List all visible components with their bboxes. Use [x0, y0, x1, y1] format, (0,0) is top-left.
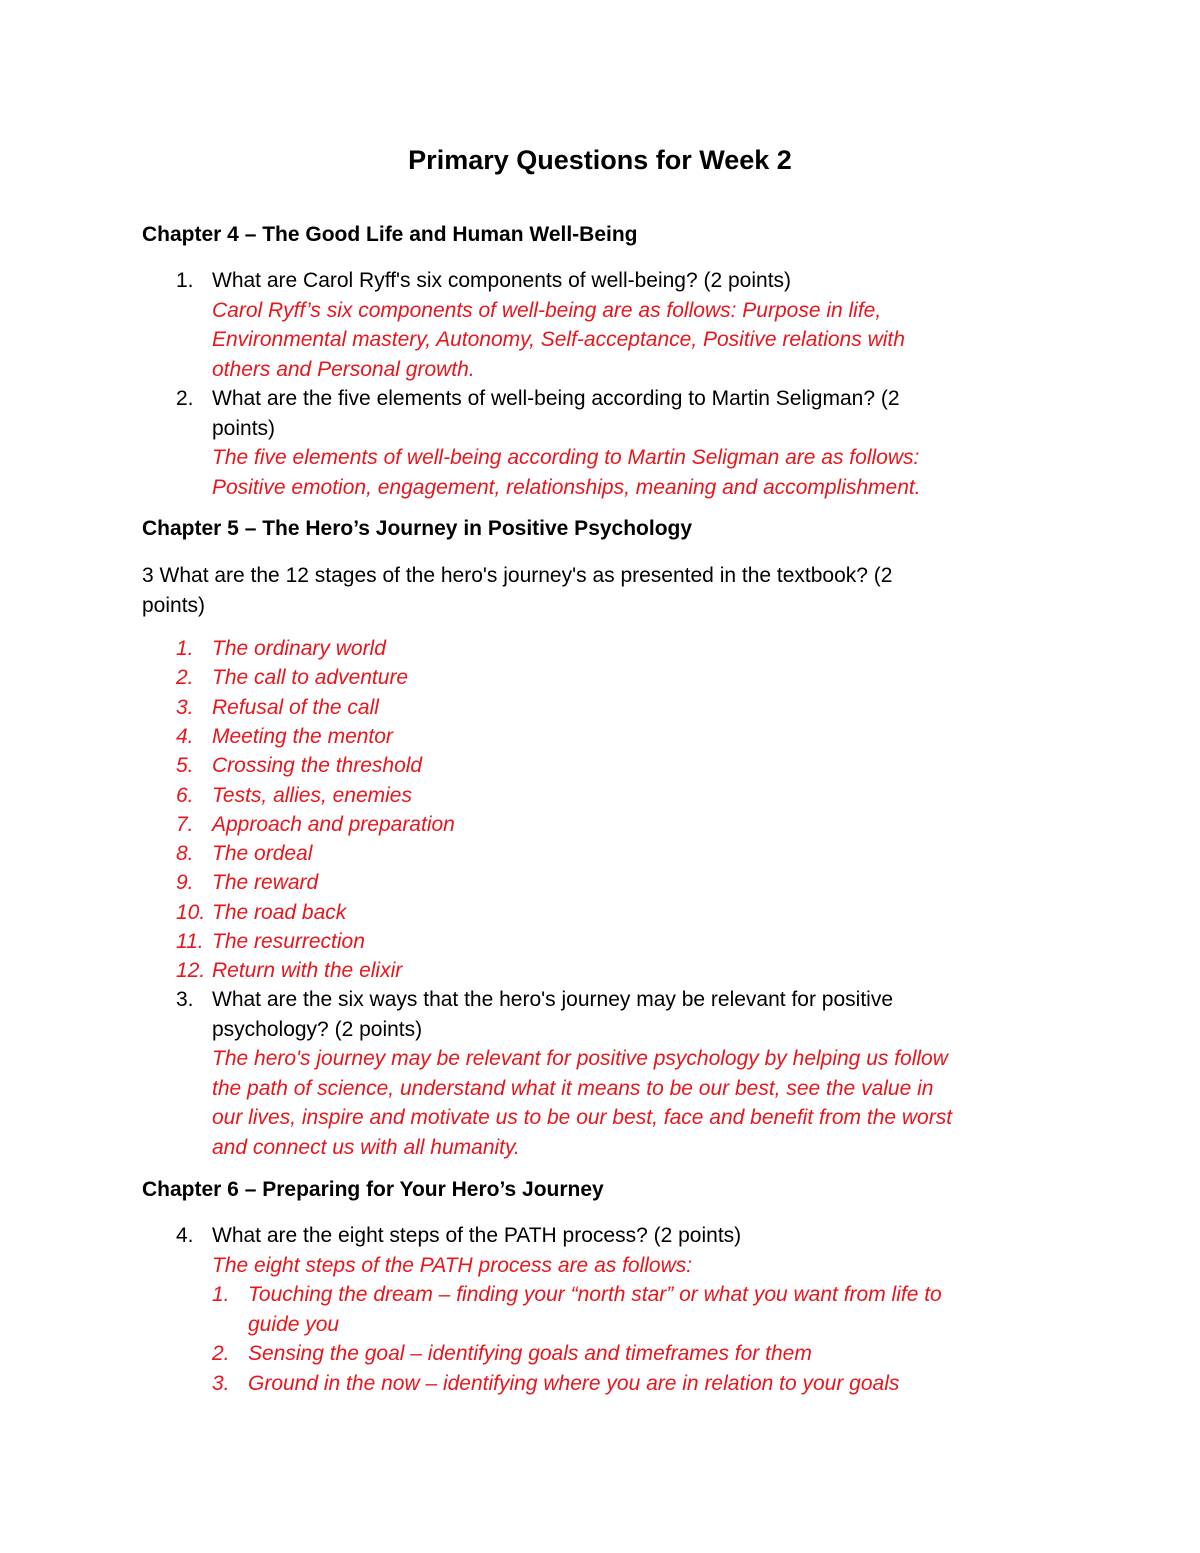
- page-title: Primary Questions for Week 2: [408, 145, 792, 175]
- stage-text: The ordinary world: [212, 637, 386, 660]
- stage-text: The road back: [212, 900, 347, 924]
- path-step-number: 3.: [212, 1371, 230, 1395]
- stage-number: 12.: [176, 959, 206, 983]
- stage-text: Approach and preparation: [212, 812, 455, 836]
- question-3b-text: What are the six ways that the hero's journey may be relevant for positive: [212, 988, 894, 1011]
- question-1-block: [212, 266, 905, 384]
- question-4-number: 4.: [176, 1224, 194, 1247]
- question-4-text: What are the eight steps of the PATH process? (2 points): [212, 1224, 742, 1247]
- answer-3b-line: The hero's journey may be relevant for positive psychology by helping us follow: [212, 1047, 948, 1070]
- stage-text: The ordeal: [212, 842, 313, 866]
- answer-3b-line: our lives, inspire and motivate us to be our best, face and benefit from the worst: [212, 1106, 953, 1129]
- question-2-text: What are the five elements of well-being according to Martin Seligman? (2: [212, 387, 900, 410]
- path-step-number: 1.: [212, 1283, 230, 1306]
- stage-text: Crossing the threshold: [212, 754, 423, 778]
- stage-number: 8.: [176, 842, 194, 866]
- question-2-number: 2.: [176, 387, 194, 410]
- chapter-4-heading: Chapter 4 – The Good Life and Human Well-Being: [142, 223, 638, 246]
- answer-4-intro: The eight steps of the PATH process are as follows:: [212, 1253, 693, 1277]
- question-3b-block: [212, 985, 952, 1162]
- stage-text: Meeting the mentor: [212, 724, 393, 748]
- path-step-text: [248, 1369, 899, 1399]
- path-step-text: [248, 1280, 942, 1339]
- question-1-number: 1.: [176, 269, 194, 292]
- question-1-text: What are Carol Ryff's six components of well-being? (2 points): [212, 269, 792, 292]
- question-3b-text: psychology? (2 points): [212, 1017, 423, 1041]
- path-step-line: guide you: [248, 1312, 340, 1336]
- question-3-intro: [142, 561, 892, 620]
- answer-2-line: The five elements of well-being according to Martin Seligman are as follows:: [212, 446, 920, 469]
- path-step-line: Touching the dream – finding your “north star” or what you want from life to: [248, 1283, 942, 1306]
- stage-number: 9.: [176, 871, 194, 895]
- stage-number: 7.: [176, 812, 194, 836]
- path-step-line: Ground in the now – identifying where you are in relation to your goals: [248, 1371, 900, 1395]
- stage-text: The call to adventure: [212, 666, 409, 690]
- question-3-text: 3 What are the 12 stages of the hero's journey's as presented in the textbook? (2: [142, 564, 893, 587]
- stage-text: Refusal of the call: [212, 695, 379, 719]
- stage-number: 11.: [176, 930, 204, 953]
- answer-1-line: Carol Ryff’s six components of well-being are as follows: Purpose in life,: [212, 298, 882, 322]
- stage-text: Return with the elixir: [212, 959, 403, 983]
- stage-number: 1.: [176, 637, 194, 660]
- stage-text: The resurrection: [212, 930, 365, 953]
- chapter-6-heading: Chapter 6 – Preparing for Your Hero’s Journey: [142, 1178, 604, 1201]
- question-3-text: points): [142, 593, 206, 617]
- question-2-block: [212, 384, 921, 502]
- path-step-line: Sensing the goal – identifying goals and timeframes for them: [248, 1342, 812, 1365]
- path-step-text: [248, 1339, 812, 1369]
- stage-text: Tests, allies, enemies: [212, 783, 412, 807]
- answer-3b-line: and connect us with all humanity.: [212, 1135, 520, 1159]
- chapter-5-heading: Chapter 5 – The Hero’s Journey in Positive Psychology: [142, 517, 693, 540]
- path-step-number: 2.: [212, 1342, 230, 1365]
- stage-number: 10.: [176, 900, 206, 924]
- stage-number: 6.: [176, 783, 194, 807]
- answer-2-line: Positive emotion, engagement, relationships, meaning and accomplishment.: [212, 475, 921, 499]
- stage-number: 4.: [176, 724, 194, 748]
- answer-1-line: others and Personal growth.: [212, 357, 475, 381]
- answer-3b-line: the path of science, understand what it means to be our best, see the value in: [212, 1076, 934, 1100]
- question-2-text: points): [212, 416, 276, 440]
- question-3b-number: 3.: [176, 988, 194, 1011]
- question-4-block: [212, 1221, 741, 1280]
- stage-number: 5.: [176, 754, 194, 778]
- stage-number: 2.: [176, 666, 194, 690]
- stage-text: The reward: [212, 871, 319, 895]
- stage-number: 3.: [176, 695, 194, 719]
- answer-1-line: Environmental mastery, Autonomy, Self-acceptance, Positive relations with: [212, 328, 905, 351]
